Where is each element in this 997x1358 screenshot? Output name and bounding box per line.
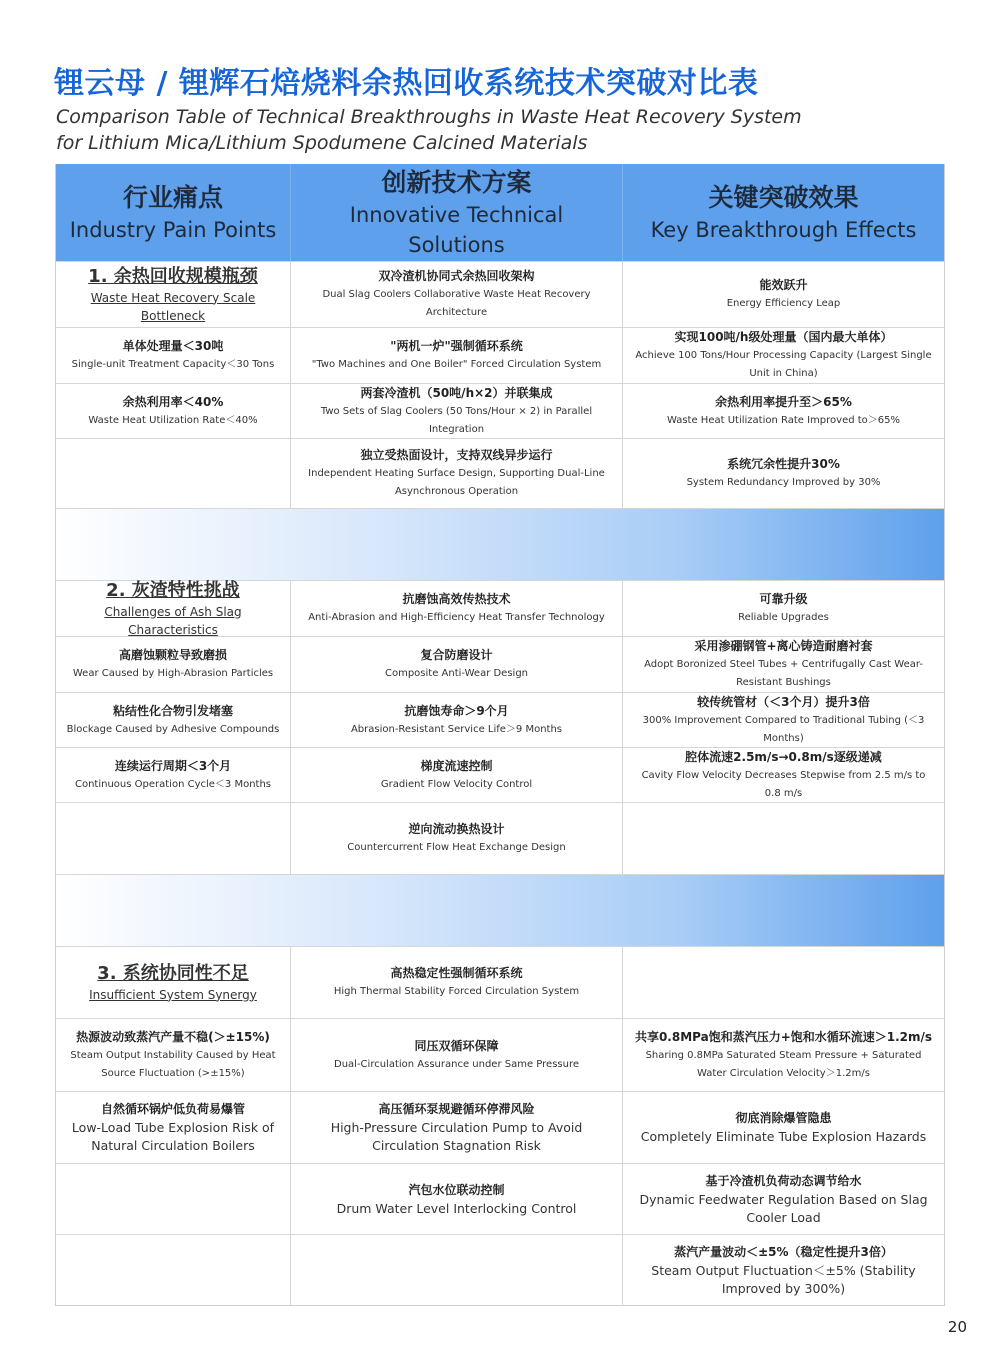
effect-cell — [623, 1164, 944, 1234]
cell-cn: 粘结性化合物引发堵塞 — [112, 703, 233, 718]
cell-cn: "两机一炉"强制循环系统 — [390, 339, 523, 353]
cell-en: Reliable Upgrades — [738, 612, 829, 623]
cell-en: Dual Slag Coolers Collaborative Waste Heat Recovery Architecture — [322, 289, 591, 318]
table-row — [56, 1018, 944, 1091]
cell-cn: 能效跃升 — [759, 278, 808, 292]
cell-cn: 两套冷渣机（50吨/h×2）并联集成 — [360, 385, 553, 400]
cell-cn: 彻底消除爆管隐患 — [735, 1111, 832, 1125]
cell-en: Drum Water Level Interlocking Control — [336, 1200, 577, 1216]
solution-cell — [291, 803, 623, 874]
header-en: Key Breakthrough Effects — [650, 217, 917, 242]
header-cn: 行业痛点 — [122, 182, 223, 212]
section-title-en: Insufficient System Synergy — [89, 987, 257, 1002]
table-row — [56, 383, 944, 438]
effect-cell — [623, 1019, 944, 1091]
effect-cell — [623, 637, 944, 692]
cell-cn: 汽包水位联动控制 — [408, 1182, 505, 1197]
cell-cn: 高热稳定性强制循环系统 — [390, 966, 523, 980]
pain-point-cell — [56, 439, 291, 508]
header-en: Innovative Technical Solutions — [349, 202, 564, 257]
effect-cell — [623, 439, 944, 508]
pain-point-cell — [56, 748, 291, 802]
solution-cell — [291, 1092, 623, 1163]
cell-cn: 逆向流动换热设计 — [408, 822, 505, 836]
section-title-en: Waste Heat Recovery Scale Bottleneck — [90, 290, 256, 323]
cell-cn: 单体处理量＜30吨 — [122, 339, 224, 353]
section-title-cn: 3. 系统协同性不足 — [97, 962, 249, 984]
cell-cn: 基于冷渣机负荷动态调节给水 — [705, 1173, 862, 1188]
solution-cell — [291, 1164, 623, 1234]
section-divider-band — [56, 874, 944, 946]
cell-en: Dynamic Feedwater Regulation Based on Slag Cooler Load — [639, 1191, 928, 1225]
pain-point-cell — [56, 803, 291, 874]
solution-cell — [291, 439, 623, 508]
cell-en: Anti-Abrasion and High-Efficiency Heat Transfer Technology — [308, 612, 605, 623]
cell-en: Waste Heat Utilization Rate Improved to＞65% — [666, 414, 901, 426]
table-row — [56, 580, 944, 636]
header-cn: 关键突破效果 — [708, 182, 859, 212]
cell-en: Cavity Flow Velocity Decreases Stepwise from 2.5 m/s to 0.8 m/s — [641, 769, 926, 799]
effect-cell — [623, 581, 944, 636]
cell-cn: 热源波动致蒸汽产量不稳(＞±15%) — [76, 1029, 270, 1044]
cell-en: Low-Load Tube Explosion Risk of Natural Circulation Boilers — [71, 1120, 275, 1153]
effect-cell — [623, 693, 944, 747]
effect-cell — [623, 384, 944, 438]
page-subtitle — [56, 104, 802, 156]
cell-en: "Two Machines and One Boiler" Forced Circulation System — [311, 359, 602, 370]
cell-cn: 余热利用率提升至＞65% — [715, 394, 852, 409]
pain-point-cell — [56, 1092, 291, 1163]
table-row — [56, 1234, 944, 1305]
pain-point-cell — [56, 328, 291, 383]
section-divider-band — [56, 508, 944, 580]
table-header — [56, 164, 944, 261]
cell-en: Adopt Boronized Steel Tubes + Centrifugally Cast Wear-Resistant Bushings — [644, 659, 923, 688]
cell-en: Blockage Caused by Adhesive Compounds — [66, 723, 280, 735]
header-effects — [623, 164, 944, 261]
page-title: 锂云母 / 锂辉石焙烧料余热回收系统技术突破对比表 — [54, 66, 759, 101]
header-pain-points — [56, 164, 291, 261]
solution-cell — [291, 947, 623, 1018]
solution-cell — [291, 581, 623, 636]
cell-en: Steam Output Fluctuation＜±5% (Stability Improved by 300%) — [651, 1262, 916, 1296]
section-title — [56, 262, 291, 327]
cell-cn: 可靠升级 — [759, 592, 808, 606]
solution-cell — [291, 693, 623, 747]
table-row — [56, 747, 944, 802]
table-row — [56, 802, 944, 874]
table-row — [56, 1091, 944, 1163]
cell-cn: 独立受热面设计，支持双线异步运行 — [360, 448, 553, 462]
cell-en: Abrasion-Resistant Service Life＞9 Months — [350, 723, 563, 735]
cell-cn: 高磨蚀颗粒导致磨损 — [118, 648, 227, 662]
cell-cn: 实现100吨/h级处理量（国内最大单体） — [674, 330, 893, 344]
cell-cn: 共享0.8MPa饱和蒸汽压力+饱和水循环流速＞1.2m/s — [634, 1029, 933, 1044]
cell-en: Two Sets of Slag Coolers (50 Tons/Hour × 2) in Parallel Integration — [320, 405, 593, 435]
cell-cn: 抗磨蚀寿命＞9个月 — [404, 703, 509, 718]
cell-en: Dual-Circulation Assurance under Same Pressure — [334, 1058, 579, 1070]
cell-en: Energy Efficiency Leap — [726, 298, 841, 309]
cell-cn: 腔体流速2.5m/s→0.8m/s逐级递减 — [685, 749, 882, 764]
cell-en: Completely Eliminate Tube Explosion Hazards — [640, 1129, 927, 1144]
table-row — [56, 692, 944, 747]
cell-en: Continuous Operation Cycle＜3 Months — [74, 778, 272, 790]
table-row — [56, 327, 944, 383]
header-solutions — [291, 164, 623, 261]
cell-cn: 自然循环锅炉低负荷易爆管 — [100, 1102, 245, 1116]
effect-cell — [623, 328, 944, 383]
cell-cn: 同压双循环保障 — [414, 1038, 499, 1053]
cell-en: Sharing 0.8MPa Saturated Steam Pressure + Saturated Water Circulation Velocity＞1.2m/s — [645, 1049, 922, 1079]
pain-point-cell — [56, 1164, 291, 1234]
cell-cn: 系统冗余性提升30% — [727, 457, 840, 471]
solution-cell — [291, 1235, 623, 1305]
section-title-cn: 2. 灰渣特性挑战 — [106, 579, 240, 601]
comparison-table — [55, 164, 945, 1306]
cell-cn: 连续运行周期＜3个月 — [114, 758, 232, 773]
effect-cell — [623, 1235, 944, 1305]
cell-cn: 抗磨蚀高效传热技术 — [402, 592, 511, 606]
cell-en: Achieve 100 Tons/Hour Processing Capacity (Largest Single Unit in China) — [635, 350, 932, 379]
solution-cell — [291, 262, 623, 327]
cell-en: High-Pressure Circulation Pump to Avoid Circulation Stagnation Risk — [330, 1120, 583, 1153]
pain-point-cell — [56, 384, 291, 438]
cell-en: System Redundancy Improved by 30% — [686, 477, 881, 488]
solution-cell — [291, 637, 623, 692]
page-number: 20 — [947, 1318, 967, 1336]
section-title-en: Challenges of Ash Slag Characteristics — [104, 604, 242, 637]
subtitle-line-1: Comparison Table of Technical Breakthroughs in Waste Heat Recovery System — [56, 106, 802, 128]
cell-cn: 双冷渣机协同式余热回收架构 — [378, 269, 535, 283]
solution-cell — [291, 1019, 623, 1091]
cell-cn: 较传统管材（＜3个月）提升3倍 — [697, 694, 870, 709]
cell-en: Steam Output Instability Caused by Heat Source Fluctuation (>±15%) — [70, 1049, 276, 1079]
subtitle-line-2: for Lithium Mica/Lithium Spodumene Calcined Materials — [56, 132, 588, 154]
effect-cell — [623, 803, 944, 874]
cell-cn: 采用渗硼钢管+离心铸造耐磨衬套 — [694, 639, 873, 653]
effect-cell — [623, 1092, 944, 1163]
table-row — [56, 1163, 944, 1234]
table-row — [56, 261, 944, 327]
pain-point-cell — [56, 637, 291, 692]
solution-cell — [291, 748, 623, 802]
effect-cell — [623, 262, 944, 327]
solution-cell — [291, 328, 623, 383]
cell-en: Gradient Flow Velocity Control — [380, 778, 533, 790]
cell-en: High Thermal Stability Forced Circulation System — [333, 986, 580, 997]
cell-en: Single-unit Treatment Capacity＜30 Tons — [71, 359, 275, 370]
effect-cell — [623, 748, 944, 802]
cell-cn: 余热利用率＜40% — [122, 394, 224, 409]
cell-cn: 高压循环泵规避循环停滞风险 — [378, 1102, 535, 1116]
pain-point-cell — [56, 1235, 291, 1305]
cell-en: 300% Improvement Compared to Traditional Tubing (＜3 Months) — [642, 714, 925, 744]
table-row — [56, 946, 944, 1018]
cell-en: Independent Heating Surface Design, Supporting Dual-Line Asynchronous Operation — [308, 468, 605, 497]
pain-point-cell — [56, 1019, 291, 1091]
cell-en: Countercurrent Flow Heat Exchange Design — [347, 842, 566, 853]
section-title-cn: 1. 余热回收规模瓶颈 — [88, 265, 258, 287]
header-en: Industry Pain Points — [69, 217, 277, 242]
table-row — [56, 636, 944, 692]
pain-point-cell — [56, 693, 291, 747]
section-title — [56, 581, 291, 636]
cell-en: Wear Caused by High-Abrasion Particles — [72, 668, 274, 679]
cell-cn: 梯度流速控制 — [420, 758, 493, 773]
table-row — [56, 438, 944, 508]
cell-cn: 蒸汽产量波动＜±5%（稳定性提升3倍） — [674, 1244, 893, 1259]
cell-en: Composite Anti-Wear Design — [384, 668, 529, 679]
cell-en: Waste Heat Utilization Rate＜40% — [88, 414, 258, 426]
header-cn: 创新技术方案 — [381, 167, 532, 197]
effect-cell — [623, 947, 944, 1018]
cell-cn: 复合防磨设计 — [420, 648, 493, 662]
solution-cell — [291, 384, 623, 438]
section-title — [56, 947, 291, 1018]
